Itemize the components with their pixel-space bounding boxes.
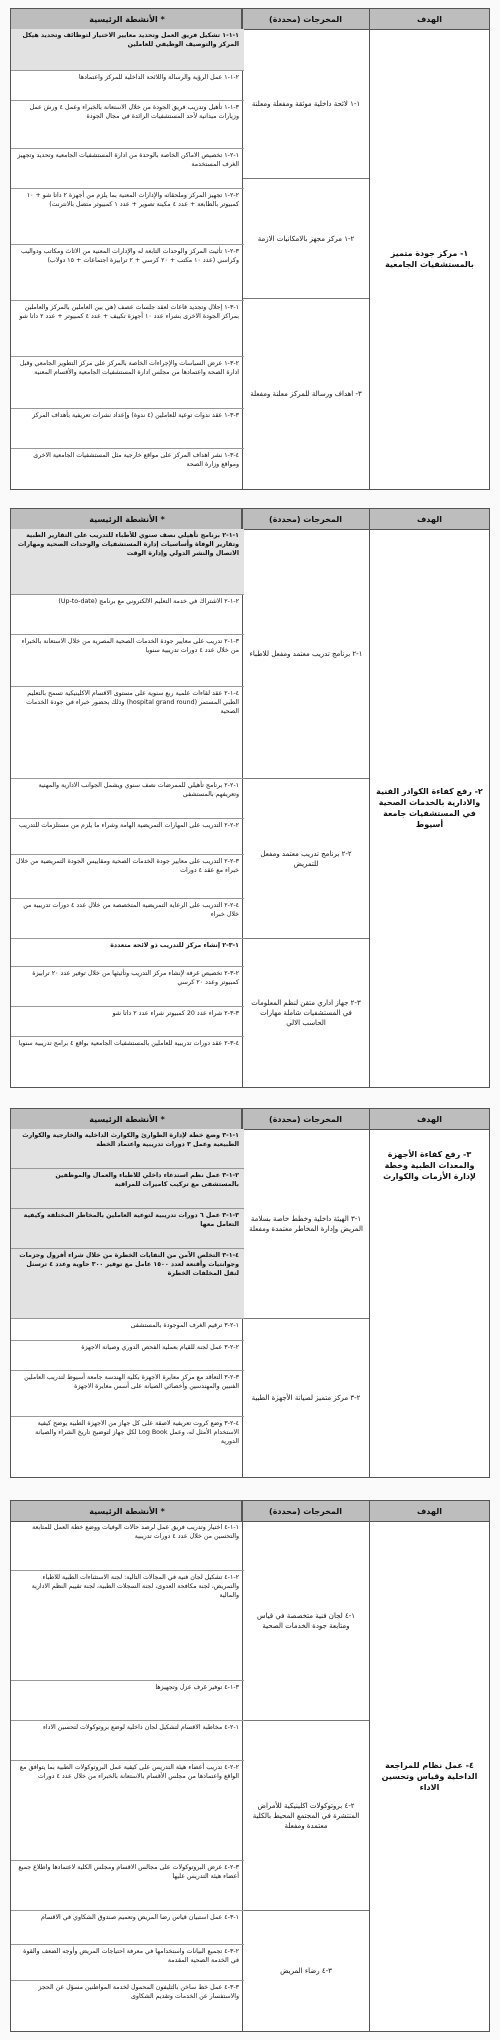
- activity-cell: ٤-١-٣ التخلص الآمن من النفايات الخطرة من خلال شراء أفرول وجزمات وجوانتيات وأقنعة لعدد ١٥٠٠ عامل مع توفير ٣٠٠ حاوية وعدد ٤ ترسنل لنقل المخلفات الخطرة: [11, 1249, 244, 1319]
- goal-cell: ٣- رفع كفاءة الأجهزة والمعدات الطبية وخطة لإدارة الأزمات والكوارث: [383, 1150, 476, 1181]
- activity-cell: ٢-٢-١ تجهيز المركز وملحقاته والإدارات المعنية بما يلزم من أجهزة ٢ داتا شو + ١٠ كمبيوتر بالطابعة + عدد ٤ مكينة تصوير + عدد ١ كمبيوتر متصل بالانترنت): [11, 189, 244, 245]
- activity-cell: ٣-٣-٢ شراء عدد 20 كمبيوتر شراء عدد ٢ داتا شو: [11, 1007, 244, 1037]
- activity-cell: ٢-١-٤ تشكيل لجان فنية في المجالات التالية: لجنة الاستثناءات الطبية للاطباء والتمريض، لجنة مكافحة العدوى، لجنة السجلات الطبية، لجنة تقييم النظم الادارية والمالية: [11, 1571, 244, 1681]
- output-cell: ٣- اهداف ورسالة للمركز معلنة ومفعلة: [250, 390, 362, 398]
- activity-cell: ٤-٢-٣ وضع كروت تعريفية لاصقة على كل جهاز من الاجهزة الطبية يوضح كيفية الاستخدام الأمثل له، وعمل Log Book لكل جهاز لتوضيح تاريخ الشراء والصيانة الدورية: [35, 1420, 239, 1445]
- activity-cell: ٣-١-١ تأهيل وتدريب فريق الجودة من خلال الاستعانة بالخبراء وعمل ٤ ورش عمل وزيارات ميدانية لأحد المستشفيات الرائدة في مجال الجودة: [11, 101, 244, 149]
- activity-cell: ١-٢-٣ ترقيم الغرف الموجودة بالمستشفى: [11, 1319, 244, 1341]
- activity-cell: ١-٣-٢ إنشاء مركز للتدريب ذو لائحة متعددة: [11, 939, 244, 967]
- activity-cell: ١-٣-٤ عمل استبيان قياس رضا المريض وتعميم صندوق الشكاوي في الاقسام: [11, 1911, 244, 1945]
- activity-cell: ٢-٢-٢ التدريب على المهارات التمريضية الهامة وشراء ما يلزم من مستلزمات للتدريب: [11, 819, 244, 855]
- activity-cell: ١-١-٣ وضع خطة لإدارة الطوارئ والكوارث الداخلية والخارجية والكوارث الطبيعية وعمل ٣ دورات تدريبية واعتماد الخطة: [11, 1129, 244, 1169]
- activity-cell: ٢-٣-١ عرض السياسات والإجراءات الخاصة بالمركز على مركز التطوير الجامعي وقبل ادارة الصحة واعتمادها من مجلس ادارة المستشفيات الجامعية والأقسام المعنية: [11, 357, 244, 409]
- table-section-2: [10, 508, 490, 1088]
- activity-cell: ٣-٢-٣ التعاقد مع مركز معايرة الاجهزة بكلية الهندسة جامعة أسيوط لتدريب العاملين الفنيين والمهندسين وأخصائي الصيانة على أسس معايرة الاجهزة: [11, 1371, 244, 1417]
- header-activities: الأنشطة الرئيسية *: [89, 1506, 165, 1516]
- header-goal: الهدف: [417, 514, 442, 524]
- header-activities: الأنشطة الرئيسية *: [89, 1114, 165, 1124]
- output-cell: ٢-٢ برنامج تدريب معتمد ومفعل للتمريض: [243, 779, 369, 939]
- activity-cell: ١-١-٤ اختيار وتدريب فريق عمل لرصد حالات الوفيات ووضع خطة العمل للمتابعة والتحسين من خلال عدد ٤ دورات تدريبية: [11, 1521, 244, 1571]
- activity-cell: ١-٢-٤ مخاطبة الاقسام لتشكيل لجان داخلية لوضع بروتوكولات لتحسين الاداء: [11, 1721, 244, 1761]
- activity-cell: ٣-٢-٤ عرض البروتوكولات على مجالس الاقسام ومجلس الكلية لاعتمادها واطلاع جميع أعضاء هيئة التدريس عليها: [11, 1861, 244, 1911]
- activity-cell: ٣-١-٣ عمل ٦ دورات تدريبية لتوعية العاملين بالمخاطر المختلفة وكيفية التعامل معها: [11, 1209, 244, 1249]
- output-cell: ١-٤ لجان فنية متخصصة في قياس ومتابعة جودة الخدمات الصحية: [243, 1521, 369, 1721]
- table-section-3: [10, 1108, 490, 1478]
- activity-cell: ٤-٢-٢ التدريب على الرعاية التمريضية المتخصصة من خلال عدد ٤ دورات تدريبية من خلال خبراء: [11, 899, 244, 939]
- table-header: [11, 1109, 489, 1130]
- table-header: [11, 509, 489, 530]
- activity-cell: ١-٣-١ إحلال وتجديد قاعات لعقد جلسات عصف (هي بين العاملين بالمركز والعاملين بمراكز الجودة الاخرى بشراء عدد ١٠ أجهزة تكييف + عدد ٤ كمبيوتر + عدد ٢ داتا شو: [11, 301, 244, 357]
- header-outputs: المخرجات (محددة): [241, 509, 370, 529]
- activity-cell: ٢-١-١ عمل الرؤية والرسالة واللائحة الداخلية للمركز واعتمادها: [11, 71, 244, 101]
- output-cell: ٢-٣ مركز متميز لصيانة الأجهزة الطبية: [251, 1394, 361, 1402]
- header-goal: الهدف: [417, 1114, 442, 1124]
- goal-cell: ٢- رفع كفاءة الكوادر الفنية والادارية بالخدمات الصحية في المستشفيات جامعة أسيوط: [376, 787, 483, 829]
- output-cell: ٣-٢ جهاز اداري متقن لنظم المعلومات في المستشفيات شاملة مهارات الحاسب الالي: [251, 999, 361, 1027]
- table-section-1: [10, 8, 490, 490]
- header-outputs: المخرجات (محددة): [241, 1109, 370, 1129]
- activity-cell: ٢-١-٢ الاشتراك في خدمة التعليم الالكتروني مع برنامج (Up-to-date): [11, 595, 244, 635]
- activity-cell: ٣-٢-٢ التدريب على معايير جودة الخدمات الصحية ومقاييس الجودة التمريضية من خلال خبراء مع عقد ٤ دورات: [11, 855, 244, 899]
- goal-cell: ٤- عمل نظام للمراجعة الداخلية وقياس وتحسين الاداء: [381, 1760, 478, 1792]
- activity-cell: ٣-٣-١ عقد ندوات توعية للعاملين (٤ ندوة) وإعداد نشرات تعريفية بأهداف المركز: [11, 409, 244, 449]
- activity-cell: ٢-٣-٤ تجميع البيانات واستخدامها في معرفة احتياجات المريض وأوجه الضعف والقوة في الخدمة الصحية المقدمة: [11, 1945, 244, 1981]
- output-cell: ٣-٤ رضاء المريض: [280, 1967, 332, 1975]
- header-outputs: المخرجات (محددة): [241, 1501, 370, 1521]
- activity-cell: ١-١-٢ برنامج تأهيلي نصف سنوي للأطباء للتدريب على التقارير الطبية وتقارير الوفاة وأساسيات إدارة المستشفيات والوحدات الصحية ومهارات الاتصال والنشر الدولي وإدارة الوقت: [11, 529, 244, 595]
- output-cell: ٢-١ مركز مجهز بالامكانيات الازمة: [243, 179, 369, 299]
- activity-cell: ٢-٣-٢ تخصيص غرفة لإنشاء مركز التدريب وتأثيثها من خلال توفير عدد ٢٠ ترابيزة كمبيوتر وعدد ٢٠ كرسي: [11, 967, 244, 1007]
- goal-cell: ١- مركز جودة متميز بالمستشفيات الجامعية: [385, 249, 474, 269]
- header-goal: الهدف: [417, 14, 442, 24]
- header-outputs: المخرجات (محددة): [241, 9, 370, 29]
- activity-cell: ٣-٢-١ تأثيث المركز والوحدات التابعة له والإدارات المعنية من الاثاث ومكاتب ودواليب وكراسي (عدد ١٠ مكتب + ٢٠ كرسي + ٢ ترابيزة اجتماعات + ١٥ دولاب): [11, 245, 244, 301]
- header-activities: الأنشطة الرئيسية *: [89, 14, 165, 24]
- header-goal: الهدف: [417, 1506, 442, 1516]
- activity-cell: ٢-٢-٤ تدريب أعضاء هيئة التدريس على كيفية عمل البروتوكولات الطبية بما يتوافق مع الواقع واعتمادها من مجلس الأقسام بالاستعانة بالخبراء من خلال عدد ٤ دورات: [11, 1761, 244, 1861]
- activity-cell: ٣-٣-٤ عمل خط ساخن بالتليفون المحمول لخدمة المواطنين مسؤل عن الحجز والاستفسار عن الخدمات وتقديم الشكاوى: [38, 1984, 239, 2000]
- output-cell: ٢-٤ بروتوكولات اكلينيكية للأمراض المنتشرة في المجتمع المحيط بالكلية معتمدة ومفعلة: [243, 1721, 369, 1911]
- output-cell: ١-٣ الهيئة داخلية وخطط خاصة بسلامة المريض وإدارة المخاطر معتمدة ومفعلة: [243, 1129, 369, 1319]
- output-cell: ١-١ لائحة داخلية موثقة ومفعلة ومعلنة: [243, 29, 369, 179]
- table-header: [11, 1501, 489, 1522]
- activity-cell: ٢-٢-٣ عمل لجنة للقيام بعملية الفحص الدوري وصيانة الاجهزة: [11, 1341, 244, 1371]
- activity-cell: ٤-١-٢ عقد لقاءات علمية ربع سنوية على مستوى الاقسام الاكلينيكية تسمح بالتعليم الطبي المستمر (hospital grand round) وذلك بحضور خبراء في جودة الخدمات الصحية: [11, 687, 244, 779]
- table-section-4: [10, 1500, 490, 2032]
- activity-cell: ١-٢-١ تخصيص الاماكن الخاصة بالوحدة من ادارة المستشفيات الجامعية وتحديد وتجهيز الغرف المستخدمة: [11, 149, 244, 189]
- activity-cell: ٤-٣-١ نشر اهداف المركز على مواقع خارجية مثل المستشفيات الجامعية الاخرى ومواقع وزارة الصحة: [33, 452, 239, 468]
- activity-cell: ١-١-١ تشكيل فريق العمل وتحديد معايير الاختيار لتوظائف وتحديد هيكل المركز والتوصيف الوظيفي للعاملين: [11, 29, 244, 71]
- header-activities: الأنشطة الرئيسية *: [89, 514, 165, 524]
- table-header: [11, 9, 489, 30]
- output-cell: ١-٢ برنامج تدريب معتمد ومفعل للاطباء: [243, 529, 369, 779]
- activity-cell: ٤-٣-٢ عقد دورات تدريبية للعاملين بالمستشفيات الجامعية بواقع ٤ برامج تدريبية سنويا: [18, 1040, 239, 1047]
- activity-cell: ١-٢-٢ برنامج تأهيلي للممرضات نصف سنوي ويشمل الجوانب الادارية والمهنية وتعريفهم بالمستشفى: [11, 779, 244, 819]
- activity-cell: ٣-١-٤ توفير غرف عزل وتجهيزها: [11, 1681, 244, 1721]
- activity-cell: ٣-١-٢ تدريب على معايير جودة الخدمات الصحية المصرية من خلال الاستعانة بالخبراء من خلال عدد ٤ دورات تدريبية سنويا: [11, 635, 244, 687]
- activity-cell: ٢-١-٣ عمل نظم استدعاء داخلي للاطباء والعمال والموظفين بالمستشفى مع تركيب كاميرات للمراقبة: [11, 1169, 244, 1209]
